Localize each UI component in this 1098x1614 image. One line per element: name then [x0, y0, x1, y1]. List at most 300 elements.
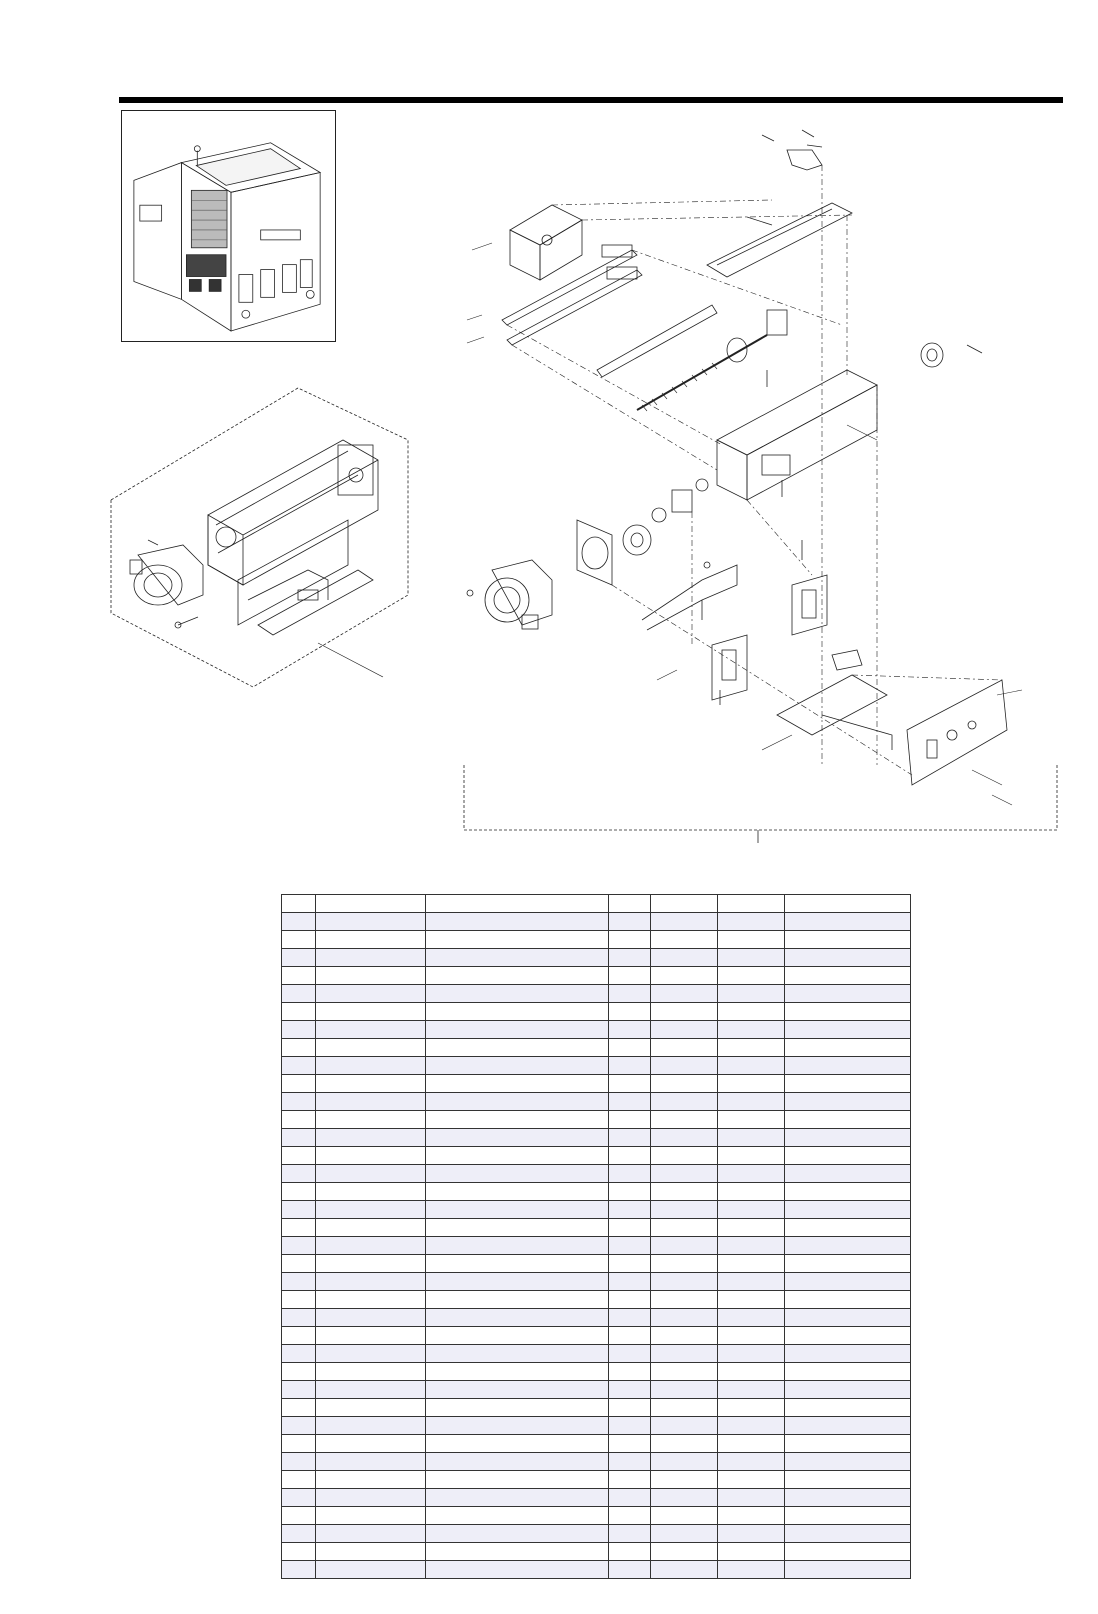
table-cell	[651, 1039, 718, 1057]
table-row	[282, 1273, 911, 1291]
table-cell	[651, 1147, 718, 1165]
table-cell	[282, 1039, 316, 1057]
table-cell	[316, 1507, 426, 1525]
table-cell	[718, 1147, 785, 1165]
table-cell	[282, 1561, 316, 1579]
table-cell	[426, 1039, 609, 1057]
table-cell	[651, 1525, 718, 1543]
table-cell	[282, 949, 316, 967]
table-cell	[282, 913, 316, 931]
table-cell	[785, 1201, 911, 1219]
table-row	[282, 1039, 911, 1057]
table-cell	[651, 1327, 718, 1345]
table-cell	[718, 1561, 785, 1579]
table-cell	[282, 1291, 316, 1309]
table-cell	[651, 1237, 718, 1255]
table-cell	[651, 1129, 718, 1147]
table-cell	[651, 1291, 718, 1309]
table-cell	[609, 1561, 651, 1579]
table-cell	[785, 1075, 911, 1093]
table-row	[282, 1525, 911, 1543]
table-cell	[609, 1543, 651, 1561]
table-cell	[609, 1255, 651, 1273]
table-cell	[426, 1255, 609, 1273]
table-cell	[718, 1453, 785, 1471]
table-cell	[282, 1435, 316, 1453]
table-cell	[785, 1291, 911, 1309]
table-cell	[609, 1003, 651, 1021]
table-cell	[426, 1201, 609, 1219]
table-cell	[651, 949, 718, 967]
table-cell	[609, 1309, 651, 1327]
table-cell	[316, 1381, 426, 1399]
table-cell	[426, 1543, 609, 1561]
table-cell	[426, 1561, 609, 1579]
table-cell	[718, 1417, 785, 1435]
table-cell	[651, 1273, 718, 1291]
table-cell	[282, 985, 316, 1003]
table-cell	[718, 931, 785, 949]
table-cell	[609, 1417, 651, 1435]
table-cell	[316, 1111, 426, 1129]
table-cell	[651, 1057, 718, 1075]
table-row	[282, 1129, 911, 1147]
table-cell	[316, 1129, 426, 1147]
table-cell	[651, 1165, 718, 1183]
table-cell	[426, 1273, 609, 1291]
table-row	[282, 967, 911, 985]
table-cell	[282, 1165, 316, 1183]
table-row	[282, 1255, 911, 1273]
table-cell	[718, 1345, 785, 1363]
table-cell	[651, 1003, 718, 1021]
table-cell	[316, 1165, 426, 1183]
table-cell	[316, 1237, 426, 1255]
table-cell	[651, 1561, 718, 1579]
table-cell	[426, 1075, 609, 1093]
table-cell	[316, 1075, 426, 1093]
table-cell	[609, 1363, 651, 1381]
table-cell	[282, 1255, 316, 1273]
table-cell	[651, 1471, 718, 1489]
table-cell	[282, 1399, 316, 1417]
table-cell	[718, 985, 785, 1003]
table-row	[282, 1435, 911, 1453]
table-cell	[785, 1147, 911, 1165]
table-cell	[426, 913, 609, 931]
table-cell	[316, 1291, 426, 1309]
table-cell	[609, 1129, 651, 1147]
table-cell	[651, 1453, 718, 1471]
table-cell	[785, 1237, 911, 1255]
table-cell	[785, 1039, 911, 1057]
table-cell	[282, 1111, 316, 1129]
table-cell	[316, 931, 426, 949]
table-cell	[718, 895, 785, 913]
table-cell	[316, 1417, 426, 1435]
table-cell	[609, 913, 651, 931]
table-cell	[426, 1021, 609, 1039]
table-cell	[316, 913, 426, 931]
table-cell	[651, 1093, 718, 1111]
table-cell	[282, 1345, 316, 1363]
table-cell	[282, 1273, 316, 1291]
table-cell	[609, 1381, 651, 1399]
table-cell	[785, 1561, 911, 1579]
table-cell	[316, 1273, 426, 1291]
table-cell	[651, 1255, 718, 1273]
table-row	[282, 1291, 911, 1309]
table-row	[282, 1489, 911, 1507]
table-cell	[785, 1507, 911, 1525]
table-cell	[651, 1183, 718, 1201]
table-cell	[609, 1201, 651, 1219]
table-cell	[785, 1111, 911, 1129]
table-cell	[316, 1327, 426, 1345]
table-cell	[426, 1399, 609, 1417]
table-cell	[785, 1525, 911, 1543]
table-cell	[426, 1381, 609, 1399]
table-cell	[785, 1435, 911, 1453]
table-cell	[609, 1453, 651, 1471]
table-cell	[316, 1255, 426, 1273]
table-cell	[426, 1147, 609, 1165]
table-cell	[609, 1327, 651, 1345]
table-cell	[609, 1507, 651, 1525]
table-cell	[609, 1273, 651, 1291]
table-cell	[316, 1309, 426, 1327]
table-cell	[426, 1165, 609, 1183]
table-cell	[651, 1309, 718, 1327]
table-row	[282, 1471, 911, 1489]
table-cell	[785, 1543, 911, 1561]
table-row	[282, 1093, 911, 1111]
table-cell	[316, 1003, 426, 1021]
table-cell	[785, 1165, 911, 1183]
table-cell	[651, 1543, 718, 1561]
table-cell	[609, 1525, 651, 1543]
table-cell	[426, 1093, 609, 1111]
table-cell	[785, 1255, 911, 1273]
table-cell	[651, 967, 718, 985]
table-cell	[718, 1075, 785, 1093]
table-cell	[426, 985, 609, 1003]
table-cell	[651, 1021, 718, 1039]
table-cell	[609, 1399, 651, 1417]
table-cell	[718, 1273, 785, 1291]
table-cell	[282, 1363, 316, 1381]
table-row	[282, 1219, 911, 1237]
table-cell	[282, 1075, 316, 1093]
table-cell	[785, 895, 911, 913]
table-cell	[609, 985, 651, 1003]
table-cell	[426, 1111, 609, 1129]
table-cell	[718, 913, 785, 931]
table-cell	[609, 1057, 651, 1075]
table-cell	[785, 1453, 911, 1471]
table-cell	[316, 1147, 426, 1165]
table-header-row	[282, 895, 911, 913]
table-cell	[426, 1471, 609, 1489]
table-cell	[316, 1057, 426, 1075]
table-cell	[609, 967, 651, 985]
parts-list-table	[281, 894, 910, 1579]
table-cell	[316, 1093, 426, 1111]
table-cell	[282, 1471, 316, 1489]
table-cell	[718, 1489, 785, 1507]
table-cell	[609, 1219, 651, 1237]
table-cell	[785, 949, 911, 967]
table-cell	[718, 1129, 785, 1147]
table-row	[282, 985, 911, 1003]
table-cell	[282, 1201, 316, 1219]
table-row	[282, 1363, 911, 1381]
table-row	[282, 1021, 911, 1039]
table-cell	[718, 1525, 785, 1543]
table-cell	[718, 1003, 785, 1021]
table-cell	[316, 1183, 426, 1201]
table-cell	[316, 1201, 426, 1219]
table-cell	[651, 1381, 718, 1399]
table-cell	[316, 1345, 426, 1363]
table-row	[282, 931, 911, 949]
table-cell	[282, 1453, 316, 1471]
table-cell	[785, 1021, 911, 1039]
axis-unit-assembly-icon	[108, 385, 418, 695]
table-cell	[651, 1507, 718, 1525]
table-row	[282, 1147, 911, 1165]
table-cell	[609, 1093, 651, 1111]
table-cell	[785, 1363, 911, 1381]
table-cell	[282, 1129, 316, 1147]
table-cell	[651, 1399, 718, 1417]
table-cell	[426, 1435, 609, 1453]
table-cell	[785, 1129, 911, 1147]
table-cell	[609, 1345, 651, 1363]
table-cell	[316, 1489, 426, 1507]
table-cell	[718, 1111, 785, 1129]
table-cell	[609, 1111, 651, 1129]
table-cell	[785, 1219, 911, 1237]
table-cell	[282, 931, 316, 949]
table-cell	[316, 1453, 426, 1471]
table-cell	[426, 1417, 609, 1435]
table-cell	[651, 1435, 718, 1453]
table-cell	[426, 1237, 609, 1255]
table-cell	[785, 1399, 911, 1417]
table-cell	[426, 1219, 609, 1237]
table-cell	[785, 1381, 911, 1399]
table-cell	[426, 1345, 609, 1363]
table-cell	[282, 1309, 316, 1327]
table-row	[282, 1345, 911, 1363]
table-cell	[651, 1075, 718, 1093]
table-cell	[785, 985, 911, 1003]
table-cell	[316, 1525, 426, 1543]
table-cell	[609, 1471, 651, 1489]
table-cell	[282, 1489, 316, 1507]
table-cell	[316, 1363, 426, 1381]
table-cell	[785, 967, 911, 985]
table-cell	[282, 1003, 316, 1021]
table-cell	[718, 1201, 785, 1219]
table-cell	[282, 1219, 316, 1237]
table-cell	[426, 1129, 609, 1147]
machine-overview-icon	[122, 111, 335, 341]
table-cell	[609, 1291, 651, 1309]
header-rule	[119, 97, 1063, 103]
table-cell	[316, 1471, 426, 1489]
table-cell	[785, 931, 911, 949]
table-cell	[718, 1399, 785, 1417]
table-cell	[282, 1525, 316, 1543]
table-cell	[785, 1345, 911, 1363]
table-cell	[651, 1201, 718, 1219]
table-cell	[316, 1561, 426, 1579]
table-cell	[718, 1291, 785, 1309]
table-cell	[651, 931, 718, 949]
table-cell	[651, 1219, 718, 1237]
table-cell	[426, 967, 609, 985]
table-cell	[651, 985, 718, 1003]
table-cell	[426, 1003, 609, 1021]
table-cell	[282, 1417, 316, 1435]
table-cell	[426, 1453, 609, 1471]
table-cell	[282, 1021, 316, 1039]
table-cell	[282, 1147, 316, 1165]
parts-table	[281, 894, 911, 1579]
table-cell	[651, 1489, 718, 1507]
table-cell	[426, 1525, 609, 1543]
table-row	[282, 1201, 911, 1219]
table-cell	[426, 1291, 609, 1309]
table-cell	[785, 1273, 911, 1291]
table-cell	[718, 1255, 785, 1273]
table-cell	[651, 1345, 718, 1363]
table-cell	[316, 985, 426, 1003]
table-cell	[651, 1417, 718, 1435]
table-row	[282, 1507, 911, 1525]
table-cell	[785, 913, 911, 931]
table-row	[282, 1543, 911, 1561]
table-cell	[609, 1075, 651, 1093]
table-cell	[282, 1543, 316, 1561]
table-cell	[718, 1507, 785, 1525]
table-cell	[785, 1417, 911, 1435]
table-cell	[426, 1363, 609, 1381]
table-cell	[718, 967, 785, 985]
table-row	[282, 1165, 911, 1183]
table-row	[282, 1111, 911, 1129]
table-cell	[785, 1003, 911, 1021]
table-cell	[282, 1057, 316, 1075]
table-cell	[718, 1057, 785, 1075]
table-cell	[426, 1309, 609, 1327]
table-cell	[785, 1471, 911, 1489]
table-row	[282, 1327, 911, 1345]
table-cell	[785, 1183, 911, 1201]
exploded-parts-icon	[462, 125, 1077, 860]
table-cell	[651, 895, 718, 913]
table-cell	[426, 1183, 609, 1201]
table-cell	[426, 931, 609, 949]
table-cell	[426, 895, 609, 913]
table-row	[282, 1237, 911, 1255]
table-row	[282, 1309, 911, 1327]
table-cell	[609, 1147, 651, 1165]
parts-table-body	[282, 895, 911, 1579]
table-cell	[426, 1327, 609, 1345]
table-row	[282, 1453, 911, 1471]
table-cell	[282, 1381, 316, 1399]
table-cell	[785, 1309, 911, 1327]
table-row	[282, 1003, 911, 1021]
table-cell	[651, 1363, 718, 1381]
table-cell	[651, 913, 718, 931]
table-cell	[718, 1327, 785, 1345]
table-cell	[718, 1183, 785, 1201]
table-cell	[785, 1093, 911, 1111]
table-cell	[609, 895, 651, 913]
table-cell	[282, 1183, 316, 1201]
table-cell	[718, 1219, 785, 1237]
table-cell	[316, 1219, 426, 1237]
table-cell	[609, 931, 651, 949]
table-cell	[316, 1435, 426, 1453]
table-cell	[609, 1183, 651, 1201]
table-cell	[718, 1435, 785, 1453]
table-cell	[609, 1435, 651, 1453]
table-cell	[609, 1021, 651, 1039]
table-cell	[426, 1057, 609, 1075]
table-cell	[718, 1093, 785, 1111]
table-cell	[316, 1021, 426, 1039]
table-cell	[651, 1111, 718, 1129]
table-cell	[718, 1363, 785, 1381]
table-cell	[282, 1093, 316, 1111]
table-cell	[426, 1489, 609, 1507]
table-row	[282, 913, 911, 931]
table-cell	[785, 1057, 911, 1075]
table-cell	[718, 1021, 785, 1039]
table-cell	[609, 1237, 651, 1255]
table-row	[282, 1381, 911, 1399]
table-cell	[282, 1327, 316, 1345]
table-cell	[718, 1039, 785, 1057]
table-cell	[718, 1165, 785, 1183]
table-row	[282, 1075, 911, 1093]
table-cell	[426, 949, 609, 967]
table-cell	[282, 967, 316, 985]
table-cell	[718, 1381, 785, 1399]
table-row	[282, 1417, 911, 1435]
table-cell	[785, 1489, 911, 1507]
table-cell	[785, 1327, 911, 1345]
table-cell	[609, 1039, 651, 1057]
table-cell	[609, 1165, 651, 1183]
table-cell	[609, 1489, 651, 1507]
table-cell	[718, 1471, 785, 1489]
table-row	[282, 1561, 911, 1579]
table-cell	[718, 1309, 785, 1327]
table-cell	[316, 967, 426, 985]
table-cell	[316, 1399, 426, 1417]
table-cell	[316, 895, 426, 913]
table-cell	[282, 895, 316, 913]
table-row	[282, 1183, 911, 1201]
table-cell	[282, 1237, 316, 1255]
table-row	[282, 1399, 911, 1417]
